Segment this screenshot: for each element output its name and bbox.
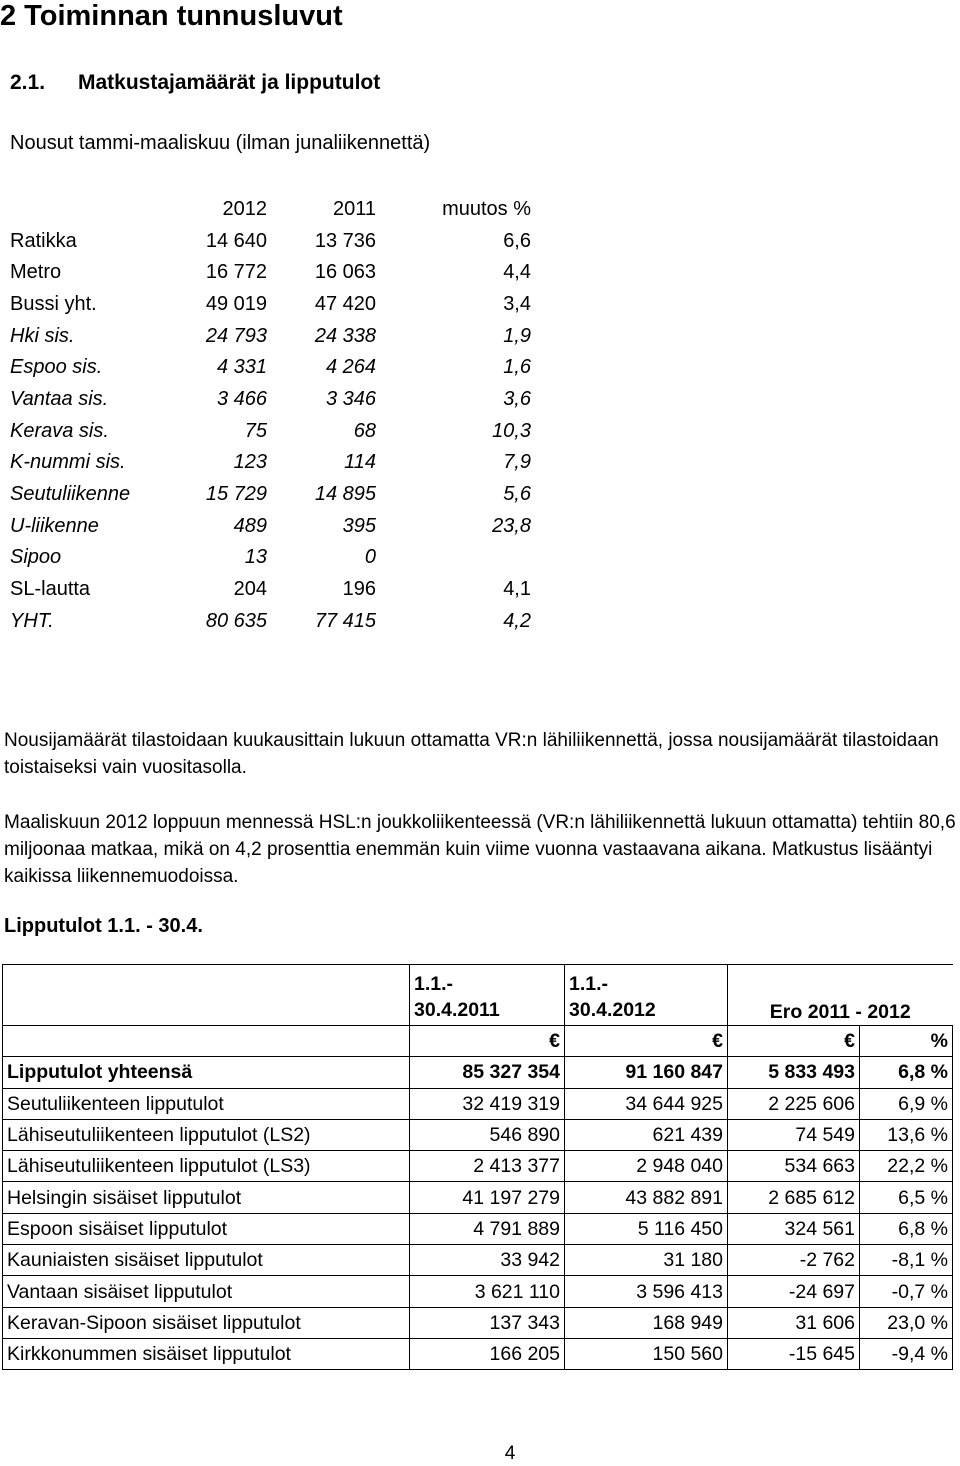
ridership-change: 5,6: [503, 483, 531, 506]
revenue-label: Seutuliikenteen lipputulot: [3, 1088, 410, 1119]
ridership-value-2011: 68: [353, 419, 376, 442]
revenue-label: Vantaan sisäiset lipputulot: [3, 1276, 410, 1307]
revenue-row: [3, 1213, 953, 1244]
revenue-row: [3, 1245, 953, 1276]
revenue-row: [3, 1151, 953, 1182]
ridership-value-2011: 13 736: [314, 229, 376, 252]
revenue-value-2011: 546 890: [410, 1119, 565, 1150]
revenue-label: Lähiseutuliikenteen lipputulot (LS2): [3, 1119, 410, 1150]
revenue-header-2011: 1.1.- 30.4.2011: [410, 965, 565, 1026]
revenue-pct: -8,1 %: [860, 1245, 953, 1276]
ridership-value-2012: 49 019: [205, 292, 267, 315]
ridership-value-2012: 14 640: [205, 229, 267, 252]
ridership-label: Espoo sis.: [10, 356, 103, 379]
ridership-row: [10, 383, 531, 415]
revenue-value-2012: 34 644 925: [565, 1088, 728, 1119]
ridership-change: 6,6: [503, 229, 531, 252]
revenue-value-2011: 41 197 279: [410, 1182, 565, 1213]
ridership-row: [10, 320, 531, 352]
revenue-pct: 6,8 %: [860, 1057, 953, 1088]
subsection-heading: [10, 69, 380, 97]
revenue-label: Lipputulot yhteensä: [3, 1057, 410, 1088]
ridership-header-2012: 2012: [222, 197, 267, 220]
ridership-change: 3,6: [503, 387, 531, 410]
ridership-value-2012: 80 635: [205, 609, 267, 632]
ridership-value-2011: 395: [342, 514, 376, 537]
ridership-value-2012: 15 729: [205, 483, 267, 506]
revenue-unit-2011: €: [410, 1026, 565, 1057]
ridership-value-2011: 77 415: [314, 609, 376, 632]
revenue-table: [2, 964, 953, 1370]
revenue-row: [3, 1307, 953, 1338]
ridership-row: [10, 542, 531, 574]
revenue-label: Lähiseutuliikenteen lipputulot (LS3): [3, 1151, 410, 1182]
revenue-row: [3, 1088, 953, 1119]
ridership-label: Kerava sis.: [10, 419, 109, 442]
revenue-value-2012: 5 116 450: [565, 1213, 728, 1244]
ridership-row: [10, 605, 531, 637]
ridership-value-2011: 114: [344, 451, 376, 474]
revenue-value-2011: 33 942: [410, 1245, 565, 1276]
revenue-label: Helsingin sisäiset lipputulot: [3, 1182, 410, 1213]
ridership-change: 7,9: [503, 451, 531, 474]
ridership-row: [10, 256, 531, 288]
ridership-row: [10, 478, 531, 510]
page-number: 4: [504, 1443, 516, 1464]
ridership-label: Vantaa sis.: [10, 387, 109, 410]
ridership-value-2012: 3 466: [216, 387, 267, 410]
ridership-value-2011: 196: [342, 578, 376, 601]
revenue-row: [3, 1119, 953, 1150]
revenue-header-diff: Ero 2011 - 2012: [728, 965, 953, 1026]
revenue-unit-diff: €: [728, 1026, 860, 1057]
revenue-value-2012: 2 948 040: [565, 1151, 728, 1182]
ridership-caption: Nousut tammi-maaliskuu (ilman junaliikennettä): [10, 132, 431, 154]
revenue-value-2012: 91 160 847: [565, 1057, 728, 1088]
revenue-value-2011: 2 413 377: [410, 1151, 565, 1182]
ridership-label: Metro: [10, 261, 62, 284]
ridership-label: Seutuliikenne: [10, 483, 131, 506]
ridership-label: YHT.: [10, 609, 54, 632]
revenue-value-2012: 43 882 891: [565, 1182, 728, 1213]
revenue-value-2012: 3 596 413: [565, 1276, 728, 1307]
revenue-unit-pct: %: [860, 1026, 953, 1057]
revenue-row: [3, 1276, 953, 1307]
section-title: 2 Toiminnan tunnusluvut: [0, 0, 343, 32]
ridership-value-2012: 16 772: [205, 261, 267, 284]
ridership-header-2011: 2011: [332, 197, 376, 220]
revenue-value-2011: 32 419 319: [410, 1088, 565, 1119]
ridership-value-2011: 3 346: [325, 387, 376, 410]
ridership-header-change: muutos %: [442, 197, 531, 220]
ridership-change: [376, 542, 531, 574]
ridership-value-2011: 16 063: [314, 261, 376, 284]
ridership-value-2012: 13: [244, 546, 267, 569]
revenue-pct: 6,9 %: [860, 1088, 953, 1119]
revenue-value-2011: 166 205: [410, 1338, 565, 1369]
ridership-change: 3,4: [503, 292, 531, 315]
ridership-value-2011: 24 338: [314, 324, 376, 347]
revenue-pct: -9,4 %: [860, 1338, 953, 1369]
revenue-label: Kirkkonummen sisäiset lipputulot: [3, 1338, 410, 1369]
ridership-value-2011: 47 420: [314, 292, 376, 315]
ridership-value-2012: 123: [233, 451, 267, 474]
revenue-pct: 6,8 %: [860, 1213, 953, 1244]
revenue-diff: 74 549: [728, 1119, 860, 1150]
revenue-row: [3, 1182, 953, 1213]
ridership-row: [10, 288, 531, 320]
revenue-diff: -2 762: [728, 1245, 860, 1276]
ridership-change: 10,3: [492, 419, 531, 442]
revenue-row: [3, 1338, 953, 1369]
ridership-value-2011: 4 264: [325, 356, 376, 379]
ridership-change: 1,6: [503, 356, 531, 379]
paragraph-statistics-note: Nousijamäärät tilastoidaan kuukausittain lukuun ottamatta VR:n lähiliikennettä, jossa nousijamäärät tilastoidaan toistaiseksi vain vuositasolla.: [4, 730, 939, 778]
ridership-header-row: [10, 193, 531, 225]
revenue-units-row: [3, 1026, 953, 1057]
ridership-row: [10, 415, 531, 447]
revenue-header-blank: [3, 965, 410, 1026]
ridership-row: [10, 351, 531, 383]
revenue-label: Keravan-Sipoon sisäiset lipputulot: [3, 1307, 410, 1338]
ridership-change: 1,9: [503, 324, 531, 347]
ridership-row: [10, 447, 531, 479]
revenue-value-2011: 137 343: [410, 1307, 565, 1338]
ridership-label: K-nummi sis.: [10, 451, 126, 474]
ridership-label: Sipoo: [10, 546, 62, 569]
ridership-change: 23,8: [492, 514, 531, 537]
ridership-change: 4,1: [503, 578, 531, 601]
revenue-pct: -0,7 %: [860, 1276, 953, 1307]
revenue-value-2011: 3 621 110: [410, 1276, 565, 1307]
revenue-row: [3, 1057, 953, 1088]
ridership-value-2012: 489: [233, 514, 267, 537]
ridership-row: [10, 573, 531, 605]
ridership-label: U-liikenne: [10, 514, 99, 537]
ridership-change: 4,4: [503, 261, 531, 284]
ridership-row: [10, 510, 531, 542]
revenue-pct: 23,0 %: [860, 1307, 953, 1338]
revenue-diff: 5 833 493: [728, 1057, 860, 1088]
ridership-label: Bussi yht.: [10, 292, 97, 315]
revenue-diff: 31 606: [728, 1307, 860, 1338]
ridership-label: Ratikka: [10, 229, 77, 252]
ridership-value-2011: 14 895: [314, 483, 376, 506]
revenue-diff: 2 225 606: [728, 1088, 860, 1119]
revenue-value-2012: 31 180: [565, 1245, 728, 1276]
ridership-table: [10, 193, 531, 637]
revenue-diff: -15 645: [728, 1338, 860, 1369]
revenue-value-2012: 150 560: [565, 1338, 728, 1369]
ridership-value-2012: 24 793: [205, 324, 267, 347]
ridership-label: SL-lautta: [10, 578, 91, 601]
ridership-row: [10, 225, 531, 257]
revenue-value-2012: 168 949: [565, 1307, 728, 1338]
ridership-value-2012: 204: [233, 578, 267, 601]
revenue-diff: 534 663: [728, 1151, 860, 1182]
ridership-label: Hki sis.: [10, 324, 75, 347]
ridership-header-label: [10, 193, 190, 225]
revenue-pct: 13,6 %: [860, 1119, 953, 1150]
revenue-label: Kauniaisten sisäiset lipputulot: [3, 1245, 410, 1276]
revenue-title: Lipputulot 1.1. - 30.4.: [4, 915, 203, 937]
ridership-value-2012: 75: [244, 419, 267, 442]
ridership-value-2011: 0: [364, 546, 376, 569]
revenue-value-2011: 85 327 354: [410, 1057, 565, 1088]
revenue-diff: 2 685 612: [728, 1182, 860, 1213]
revenue-header-row: [3, 965, 953, 1026]
ridership-value-2012: 4 331: [216, 356, 267, 379]
paragraph-summary: Maaliskuun 2012 loppuun mennessä HSL:n joukkoliikenteessä (VR:n lähiliikennettä lukuun ottamatta) tehtiin 80,6 miljoonaa matkaa, mikä on 4,2 prosenttia enemmän kuin viime vuonna vastaavana aikana. Matkustus lisääntyi kaikissa liikennemuodoissa.: [4, 812, 956, 887]
revenue-value-2012: 621 439: [565, 1119, 728, 1150]
revenue-diff: -24 697: [728, 1276, 860, 1307]
revenue-pct: 22,2 %: [860, 1151, 953, 1182]
revenue-diff: 324 561: [728, 1213, 860, 1244]
subsection-title: Matkustajamäärät ja lipputulot: [78, 71, 381, 94]
revenue-unit-2012: €: [565, 1026, 728, 1057]
revenue-header-2012: 1.1.- 30.4.2012: [565, 965, 728, 1026]
subsection-number: 2.1.: [10, 71, 46, 94]
revenue-value-2011: 4 791 889: [410, 1213, 565, 1244]
revenue-units-blank: [3, 1026, 410, 1057]
ridership-change: 4,2: [503, 609, 531, 632]
revenue-pct: 6,5 %: [860, 1182, 953, 1213]
revenue-label: Espoon sisäiset lipputulot: [3, 1213, 410, 1244]
